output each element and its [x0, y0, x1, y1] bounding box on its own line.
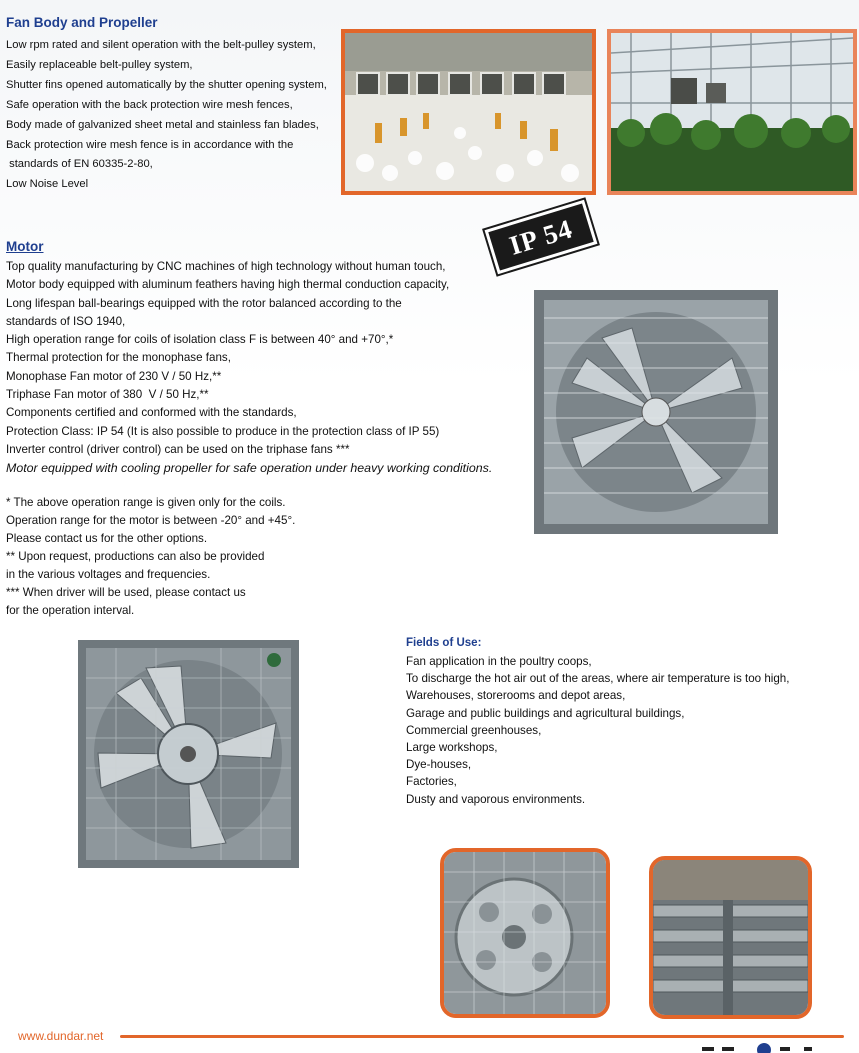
fields-of-use-title: Fields of Use: — [406, 637, 482, 649]
motor-line: Top quality manufacturing by CNC machines of high technology without human touch, — [6, 260, 446, 273]
motor-line: Protection Class: IP 54 (It is also possible to produce in the protection class of IP 55) — [6, 424, 440, 438]
footer-website-link[interactable]: www.dundar.net — [18, 1029, 104, 1043]
fan-body-line: Body made of galvanized sheet metal and stainless fan blades, — [6, 118, 319, 131]
note-line: for the operation interval. — [6, 604, 135, 617]
exhaust-fan-image-front — [76, 638, 301, 870]
fan-body-line: Shutter fins opened automatically by the shutter opening system, — [6, 78, 327, 91]
motor-italic-line: Motor equipped with cooling propeller for safe operation under heavy working conditions. — [6, 461, 493, 476]
note-line: *** When driver will be used, please contact us — [6, 586, 246, 599]
ip54-badge: IP 54 — [485, 200, 598, 274]
greenhouse-photo — [607, 29, 857, 195]
motor-line: standards of ISO 1940, — [6, 314, 126, 328]
fan-body-list — [6, 36, 327, 195]
note-line: ** Upon request, productions can also be provided — [6, 550, 265, 563]
motor-line: Thermal protection for the monophase fans, — [6, 351, 231, 365]
fan-body-line: Back protection wire mesh fence is in accordance with the — [6, 138, 294, 151]
notes-list — [6, 494, 295, 620]
poultry-house-photo — [341, 29, 596, 195]
motor-line: Components certified and conformed with the standards, — [6, 406, 297, 420]
fan-body-title: Fan Body and Propeller — [6, 15, 158, 30]
shutter-closeup-photo — [649, 856, 812, 1019]
fan-body-line: Low rpm rated and silent operation with the belt-pulley system, — [6, 39, 316, 51]
field-line: Dye-houses, — [406, 758, 472, 772]
fan-body-line: Low Noise Level — [6, 178, 89, 191]
note-line: Please contact us for the other options. — [6, 532, 208, 545]
motor-line: High operation range for coils of isolation class F is between 40° and +70°,* — [6, 333, 394, 347]
note-line: * The above operation range is given only for the coils. — [6, 496, 286, 509]
motor-line: Triphase Fan motor of 380 V / 50 Hz,** — [6, 388, 209, 402]
fan-body-line: Safe operation with the back protection wire mesh fences, — [6, 98, 293, 111]
fan-body-line: standards of EN 60335-2-80, — [6, 158, 153, 171]
field-line: Garage and public buildings and agricultural buildings, — [406, 706, 685, 720]
fan-body-line: Easily replaceable belt-pulley system, — [6, 58, 193, 71]
motor-title: Motor — [6, 239, 44, 254]
field-line: To discharge the hot air out of the areas, where air temperature is too high, — [406, 672, 790, 686]
motor-line: Motor body equipped with aluminum feathers having high thermal conduction capacity, — [6, 278, 450, 292]
motor-line: Monophase Fan motor of 230 V / 50 Hz,** — [6, 369, 222, 383]
note-line: in the various voltages and frequencies. — [6, 568, 211, 581]
motor-line: Long lifespan ball-bearings equipped with the rotor balanced according to the — [6, 296, 402, 310]
exhaust-fan-image-large — [532, 288, 780, 536]
field-line: Commercial greenhouses, — [406, 723, 542, 737]
motor-list — [6, 258, 492, 478]
field-line: Fan application in the poultry coops, — [406, 655, 592, 668]
fields-of-use-list — [406, 653, 789, 808]
field-line: Large workshops, — [406, 741, 498, 755]
brand-logo-icon — [700, 1042, 820, 1053]
field-line: Warehouses, storerooms and depot areas, — [406, 689, 626, 703]
field-line: Dusty and vaporous environments. — [406, 792, 586, 806]
footer-divider — [120, 1035, 844, 1038]
field-line: Factories, — [406, 775, 457, 789]
pulley-closeup-photo — [440, 848, 610, 1018]
motor-line: Inverter control (driver control) can be used on the triphase fans *** — [6, 442, 350, 456]
note-line: Operation range for the motor is between -20° and +45°. — [6, 514, 296, 527]
